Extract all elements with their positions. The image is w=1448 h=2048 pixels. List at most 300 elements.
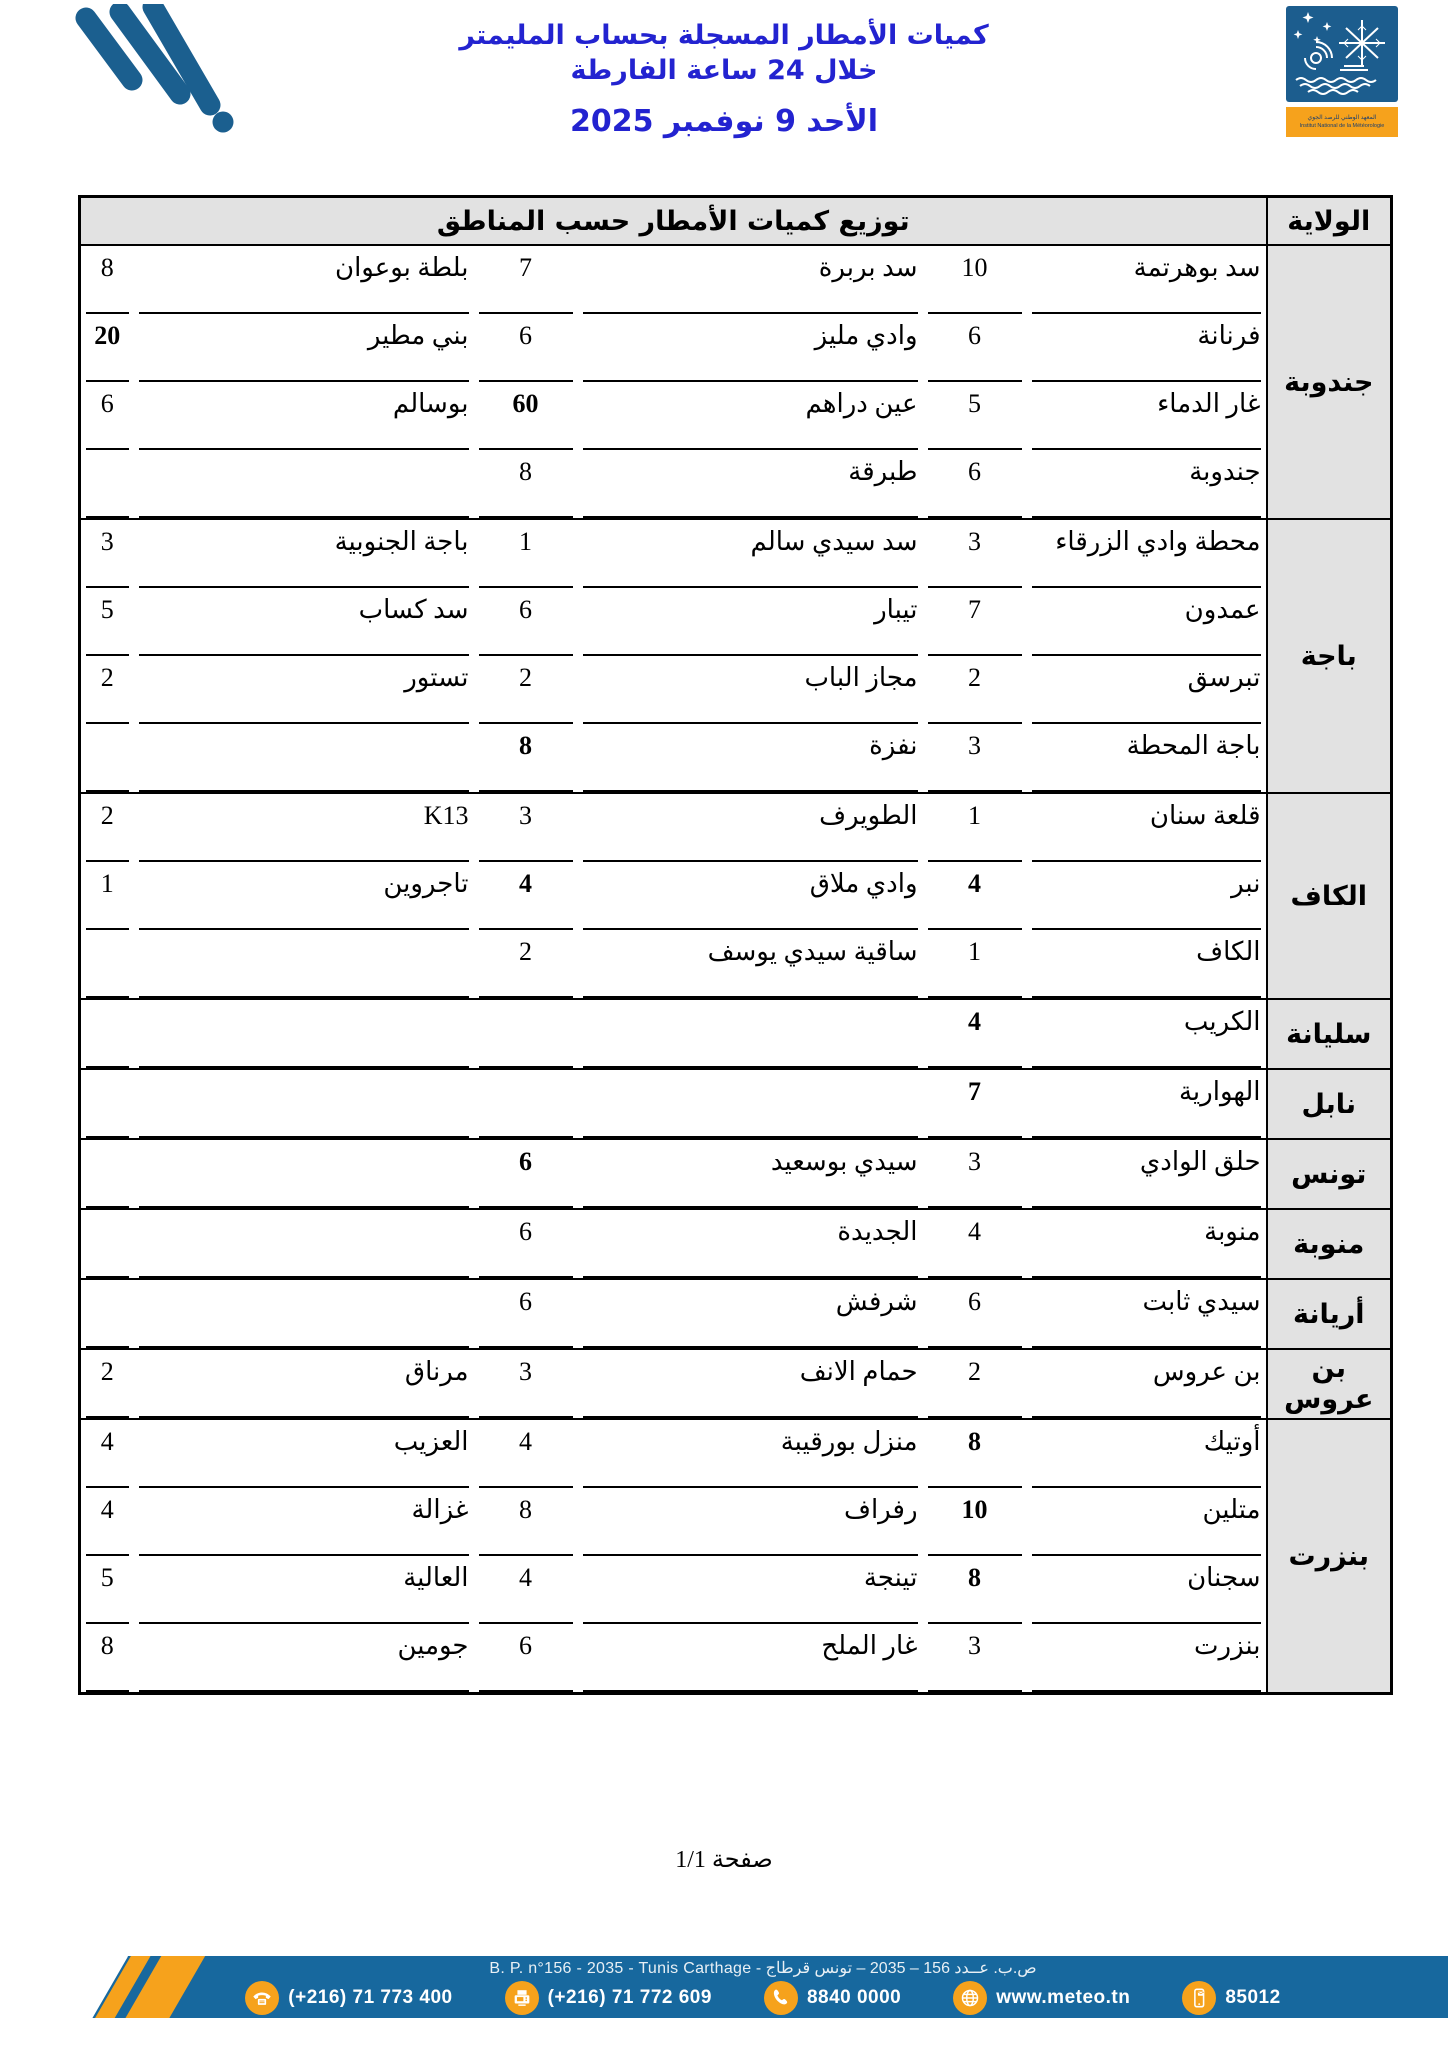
emblem-caption-band <box>1286 107 1398 137</box>
rain-value-cell <box>923 588 1027 656</box>
rain-value: 6 <box>968 457 982 486</box>
cell-underline <box>479 1276 573 1278</box>
governorate-cell: بنزرت <box>1267 1419 1392 1694</box>
station-name: غزالة <box>411 1495 469 1524</box>
station-name: غار الدماء <box>1157 389 1261 418</box>
rain-value-cell <box>80 1069 134 1139</box>
rain-value-cell <box>474 1419 578 1488</box>
station-name-cell <box>1027 1556 1267 1624</box>
station-name-cell <box>578 588 923 656</box>
rain-value: 8 <box>968 1427 982 1456</box>
rain-value: 60 <box>512 389 539 418</box>
rain-value-cell <box>923 1488 1027 1556</box>
station-name-cell <box>134 519 474 588</box>
rain-value: 4 <box>100 1427 114 1456</box>
cell-underline <box>86 790 129 792</box>
rain-value: 2 <box>100 663 114 692</box>
station-name: سيدي بوسعيد <box>770 1147 918 1176</box>
rain-value-cell <box>474 1624 578 1694</box>
rain-value: 2 <box>968 1357 982 1386</box>
governorate-cell: نابل <box>1267 1069 1392 1139</box>
rain-value-cell <box>923 1139 1027 1209</box>
station-name-cell <box>1027 314 1267 382</box>
station-name-cell <box>134 1349 474 1419</box>
rain-value-cell <box>474 656 578 724</box>
footer-contacts <box>78 1981 1448 2015</box>
contact-label: 8840 0000 <box>806 1987 902 2008</box>
station-name-cell <box>578 1209 923 1279</box>
rain-value-cell <box>80 1139 134 1209</box>
cell-underline <box>479 1136 573 1138</box>
station-name-cell <box>134 382 474 450</box>
rain-value-cell <box>923 450 1027 519</box>
governorate-cell: بن عروس <box>1267 1349 1392 1419</box>
station-name-cell <box>134 862 474 930</box>
rain-value: 2 <box>519 663 533 692</box>
cell-underline <box>139 1346 469 1348</box>
station-name: سد سيدي سالم <box>750 527 918 556</box>
station-name: تبرسق <box>1187 663 1261 692</box>
rain-value: 3 <box>968 731 982 760</box>
table-row <box>80 656 1392 724</box>
rain-value-cell <box>474 588 578 656</box>
rain-value-cell <box>80 793 134 862</box>
rain-value-cell <box>80 930 134 999</box>
station-name: محطة وادي الزرقاء <box>1055 527 1261 556</box>
rain-value: 6 <box>519 1631 533 1660</box>
station-name: باجة الجنوبية <box>334 527 469 556</box>
cell-underline <box>583 1276 918 1278</box>
cell-underline <box>1032 1066 1261 1068</box>
rain-value: 5 <box>100 1563 114 1592</box>
emblem-caption-french: Institut National de la Météorologie <box>1299 123 1385 129</box>
station-name-cell <box>578 1069 923 1139</box>
rain-value-cell <box>80 724 134 793</box>
cell-underline <box>1032 1690 1261 1692</box>
rain-value: 6 <box>519 1217 533 1246</box>
station-name <box>135 1281 473 1287</box>
rain-value: 8 <box>968 1563 982 1592</box>
station-name-cell <box>578 1556 923 1624</box>
rain-value-cell <box>923 1419 1027 1488</box>
table-row <box>80 1419 1392 1488</box>
rain-value-cell <box>80 1556 134 1624</box>
cell-underline <box>479 1346 573 1348</box>
rain-value-cell <box>474 519 578 588</box>
station-name: بلطة بوعوان <box>334 253 469 282</box>
station-name: منزل بورقيبة <box>780 1427 918 1456</box>
table-header-row <box>80 197 1392 246</box>
cell-underline <box>86 996 129 998</box>
rain-value-cell <box>474 314 578 382</box>
station-name: الجديدة <box>837 1217 918 1246</box>
station-name <box>135 725 473 731</box>
rain-value-cell <box>80 382 134 450</box>
rain-value: 4 <box>519 1563 533 1592</box>
table-row <box>80 1279 1392 1349</box>
contact-label: (+216) 71 772 609 <box>547 1987 712 2008</box>
station-name: عمدون <box>1184 595 1261 624</box>
station-name: جومين <box>397 1631 469 1660</box>
station-name-cell <box>1027 1488 1267 1556</box>
rain-value-cell <box>80 1419 134 1488</box>
cell-underline <box>86 1136 129 1138</box>
cell-underline <box>928 1136 1022 1138</box>
cell-underline <box>1032 1136 1261 1138</box>
cell-underline <box>139 1276 469 1278</box>
rain-value <box>82 931 133 937</box>
station-name-cell <box>134 724 474 793</box>
rain-value-cell <box>923 862 1027 930</box>
cell-underline <box>86 1416 129 1418</box>
cell-underline <box>86 516 129 518</box>
station-name: بنزرت <box>1194 1631 1261 1660</box>
cell-underline <box>583 1346 918 1348</box>
contact-label: www.meteo.tn <box>996 1987 1131 2008</box>
station-name-cell <box>1027 1279 1267 1349</box>
rain-value: 2 <box>519 937 533 966</box>
rain-value-cell <box>923 1624 1027 1694</box>
footer <box>78 1956 1448 2018</box>
cell-underline <box>479 1416 573 1418</box>
rain-value-cell <box>474 245 578 314</box>
cell-underline <box>479 790 573 792</box>
station-name-cell <box>578 1139 923 1209</box>
station-name-cell <box>134 1279 474 1349</box>
station-name-cell <box>578 450 923 519</box>
governorate-cell: أريانة <box>1267 1279 1392 1349</box>
station-name <box>135 931 473 937</box>
station-name: تاجروين <box>383 869 469 898</box>
rain-value-cell <box>474 1488 578 1556</box>
rain-value-cell <box>474 1209 578 1279</box>
table-row <box>80 999 1392 1069</box>
rain-value-cell <box>923 1209 1027 1279</box>
station-name-cell <box>1027 930 1267 999</box>
rain-value-cell <box>923 930 1027 999</box>
rain-value: 4 <box>519 869 533 898</box>
station-name: العالية <box>403 1563 469 1592</box>
rain-value-cell <box>923 1279 1027 1349</box>
table-row <box>80 519 1392 588</box>
rain-value <box>82 1141 133 1147</box>
cell-underline <box>928 1066 1022 1068</box>
cell-underline <box>583 1136 918 1138</box>
cell-underline <box>583 790 918 792</box>
rain-value-cell <box>923 656 1027 724</box>
cell-underline <box>583 1416 918 1418</box>
station-name-cell <box>1027 382 1267 450</box>
cell-underline <box>928 1276 1022 1278</box>
contact-item <box>953 1981 1130 2015</box>
station-name: العزيب <box>393 1427 469 1456</box>
station-name: حمام الانف <box>799 1357 918 1386</box>
rain-value: 7 <box>968 1077 982 1106</box>
station-name-cell <box>134 245 474 314</box>
station-name: سيدي ثابت <box>1142 1287 1261 1316</box>
rain-value: 6 <box>968 321 982 350</box>
station-name: وادي ملاق <box>809 869 918 898</box>
rain-value: 4 <box>968 1007 982 1036</box>
station-name: عين دراهم <box>805 389 918 418</box>
station-name-cell <box>134 656 474 724</box>
rain-value-cell <box>474 724 578 793</box>
station-name-cell <box>1027 1209 1267 1279</box>
station-name: جندوبة <box>1189 457 1261 486</box>
inm-emblem-logo <box>1286 6 1398 137</box>
cell-underline <box>139 1690 469 1692</box>
governorate-cell: منوبة <box>1267 1209 1392 1279</box>
contact-label: 85012 <box>1225 1987 1281 2008</box>
rain-value: 10 <box>961 253 988 282</box>
station-name-cell <box>578 382 923 450</box>
cell-underline <box>86 1346 129 1348</box>
table-row <box>80 1624 1392 1694</box>
station-name-cell <box>1027 999 1267 1069</box>
station-name: بن عروس <box>1152 1357 1261 1386</box>
table-row <box>80 1209 1392 1279</box>
rain-value <box>475 1001 577 1007</box>
table-row <box>80 1069 1392 1139</box>
rain-value: 7 <box>968 595 982 624</box>
rain-value: 1 <box>968 801 982 830</box>
station-name-cell <box>134 930 474 999</box>
rain-value: 1 <box>519 527 533 556</box>
rain-value: 8 <box>519 731 533 760</box>
table-row <box>80 1556 1392 1624</box>
station-name-cell <box>578 1419 923 1488</box>
rain-value: 2 <box>100 1357 114 1386</box>
phone-icon <box>245 1981 279 2015</box>
station-name-cell <box>578 1279 923 1349</box>
station-name: سد بربرة <box>818 253 918 282</box>
station-name: الكريب <box>1183 1007 1261 1036</box>
rain-value <box>82 1071 133 1077</box>
rain-value-cell <box>80 588 134 656</box>
governorate-cell: تونس <box>1267 1139 1392 1209</box>
cell-underline <box>139 516 469 518</box>
rain-value-cell <box>80 1209 134 1279</box>
mobile-icon <box>1182 1981 1216 2015</box>
cell-underline <box>86 1276 129 1278</box>
station-name-cell <box>134 1419 474 1488</box>
cell-underline <box>139 1136 469 1138</box>
cell-underline <box>928 1206 1022 1208</box>
governorate-cell: الكاف <box>1267 793 1392 999</box>
station-name: تيبار <box>874 595 918 624</box>
fax-icon <box>505 1981 539 2015</box>
cell-underline <box>86 1066 129 1068</box>
station-name: مرناق <box>404 1357 469 1386</box>
rain-value: 3 <box>968 1147 982 1176</box>
rain-value-cell <box>474 382 578 450</box>
table-row <box>80 724 1392 793</box>
rain-value-cell <box>474 1556 578 1624</box>
rain-value-cell <box>923 724 1027 793</box>
rain-value <box>82 1001 133 1007</box>
station-name <box>579 1071 922 1077</box>
station-name: سد كساب <box>358 595 469 624</box>
rain-value <box>82 451 133 457</box>
cell-underline <box>1032 996 1261 998</box>
bulletin-date: الأحد 9 نوفمبر 2025 <box>569 104 879 139</box>
station-name-cell <box>1027 793 1267 862</box>
station-name: متلين <box>1202 1495 1261 1524</box>
rain-value: 6 <box>519 1147 533 1176</box>
station-name-cell <box>134 588 474 656</box>
table-row <box>80 793 1392 862</box>
station-name <box>579 1001 922 1007</box>
cell-underline <box>1032 790 1261 792</box>
cell-underline <box>583 1206 918 1208</box>
rain-value: 3 <box>968 1631 982 1660</box>
cell-underline <box>583 1066 918 1068</box>
cell-underline <box>928 1346 1022 1348</box>
station-name-cell <box>1027 1069 1267 1139</box>
cell-underline <box>928 1690 1022 1692</box>
cell-underline <box>479 1206 573 1208</box>
rain-value-cell <box>474 930 578 999</box>
station-name-cell <box>1027 245 1267 314</box>
station-name-cell <box>134 314 474 382</box>
contact-label: (+216) 71 773 400 <box>288 1987 453 2008</box>
cell-underline <box>928 790 1022 792</box>
station-name-cell <box>1027 656 1267 724</box>
station-name: طبرقة <box>848 457 918 486</box>
station-name: رفراف <box>844 1495 918 1524</box>
contact-item <box>245 1981 452 2015</box>
rain-value-cell <box>80 314 134 382</box>
rain-value: 6 <box>519 1287 533 1316</box>
cell-underline <box>928 1416 1022 1418</box>
rain-value-cell <box>80 999 134 1069</box>
rain-value: 7 <box>519 253 533 282</box>
station-name-cell <box>1027 1624 1267 1694</box>
rain-value: 3 <box>100 527 114 556</box>
station-name-cell <box>134 1139 474 1209</box>
station-name-cell <box>578 1349 923 1419</box>
rain-value-cell <box>80 245 134 314</box>
cell-underline <box>583 996 918 998</box>
rain-value-cell <box>80 519 134 588</box>
rain-value-cell <box>474 1349 578 1419</box>
station-name-cell <box>1027 519 1267 588</box>
cell-underline <box>139 996 469 998</box>
station-name-cell <box>1027 862 1267 930</box>
station-name <box>135 1211 473 1217</box>
rain-value: 4 <box>519 1427 533 1456</box>
rain-value-cell <box>474 999 578 1069</box>
cell-underline <box>583 1690 918 1692</box>
rain-value-cell <box>474 1279 578 1349</box>
rain-value-cell <box>80 1279 134 1349</box>
station-name: حلق الوادي <box>1139 1147 1261 1176</box>
rain-value-cell <box>80 1488 134 1556</box>
station-name-cell <box>578 656 923 724</box>
rain-value: 4 <box>968 869 982 898</box>
cell-underline <box>479 1066 573 1068</box>
station-name-cell <box>134 450 474 519</box>
rain-value-cell <box>80 1624 134 1694</box>
rain-value: 3 <box>968 527 982 556</box>
rain-value-cell <box>923 1556 1027 1624</box>
station-name-cell <box>1027 1349 1267 1419</box>
table-row <box>80 450 1392 519</box>
rain-value <box>82 1281 133 1287</box>
station-name: بني مطير <box>367 321 469 350</box>
handset-icon <box>764 1981 798 2015</box>
rain-value-cell <box>474 450 578 519</box>
station-name-cell <box>1027 1139 1267 1209</box>
rain-value: 6 <box>968 1287 982 1316</box>
cell-underline <box>928 996 1022 998</box>
station-name: غار الملح <box>821 1631 918 1660</box>
station-name-cell <box>134 1488 474 1556</box>
station-name: الطويرف <box>819 801 918 830</box>
rain-value-cell <box>923 1069 1027 1139</box>
cell-underline <box>139 1206 469 1208</box>
cell-underline <box>1032 1276 1261 1278</box>
station-name: سجنان <box>1187 1563 1261 1592</box>
table-row <box>80 930 1392 999</box>
station-name: ساقية سيدي يوسف <box>707 937 918 966</box>
station-name: بوسالم <box>392 389 469 418</box>
station-name-cell <box>578 930 923 999</box>
table-row <box>80 382 1392 450</box>
rain-value: 5 <box>968 389 982 418</box>
header <box>0 18 1448 139</box>
contact-item <box>505 1981 712 2015</box>
contact-item <box>1182 1981 1280 2015</box>
meteorology-emblem-icon <box>1286 6 1398 102</box>
rain-value: 1 <box>100 869 114 898</box>
rain-value-cell <box>474 1139 578 1209</box>
station-name: سد بوهرتمة <box>1133 253 1261 282</box>
rain-value-cell <box>80 1349 134 1419</box>
station-name-cell <box>578 1624 923 1694</box>
station-name: قلعة سنان <box>1149 801 1261 830</box>
cell-underline <box>1032 1346 1261 1348</box>
station-name-cell <box>578 245 923 314</box>
rain-value-cell <box>923 314 1027 382</box>
rain-value: 5 <box>100 595 114 624</box>
station-name: وادي مليز <box>814 321 918 350</box>
page-number: صفحة 1/1 <box>675 1847 773 1873</box>
rainfall-table <box>78 195 1393 1695</box>
cell-underline <box>139 1066 469 1068</box>
station-name: K13 <box>423 801 469 830</box>
cell-underline <box>583 516 918 518</box>
cell-underline <box>1032 1206 1261 1208</box>
rain-value: 6 <box>519 321 533 350</box>
station-name-cell <box>578 314 923 382</box>
table-row <box>80 314 1392 382</box>
rain-value: 4 <box>968 1217 982 1246</box>
station-name: نفزة <box>869 731 918 760</box>
rain-value: 8 <box>100 253 114 282</box>
station-name-cell <box>1027 588 1267 656</box>
contact-item <box>764 1981 901 2015</box>
station-name-cell <box>578 724 923 793</box>
station-name-cell <box>134 1556 474 1624</box>
rain-value-cell <box>474 862 578 930</box>
rain-value-cell <box>923 999 1027 1069</box>
station-name-cell <box>1027 724 1267 793</box>
rain-value-cell <box>923 519 1027 588</box>
station-name-cell <box>1027 1419 1267 1488</box>
cell-underline <box>139 1416 469 1418</box>
column-header-regions: توزيع كميات الأمطار حسب المناطق <box>80 197 1267 246</box>
